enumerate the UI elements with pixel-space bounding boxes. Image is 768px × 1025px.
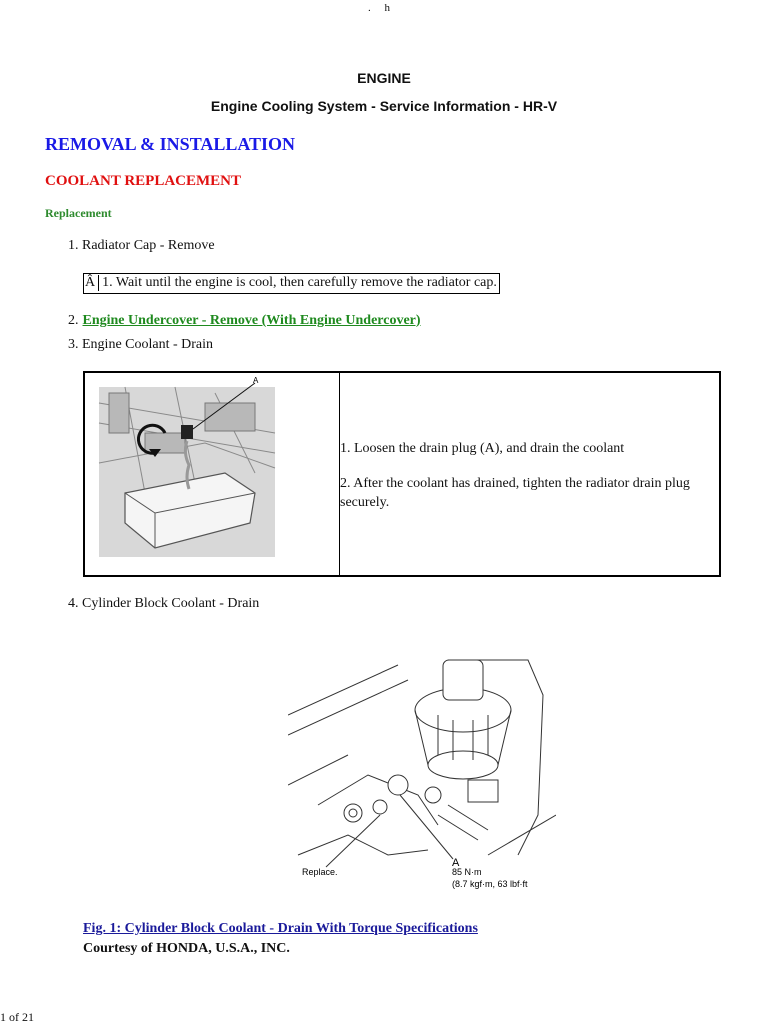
drain-image-cell <box>85 373 340 575</box>
figure-caption-link[interactable]: Fig. 1: Cylinder Block Coolant - Drain With Torque Specifications <box>83 921 478 936</box>
page-top-mark: . h <box>368 2 390 14</box>
cylinder-block-figure <box>288 655 556 895</box>
step-3: 3. Engine Coolant - Drain <box>68 337 214 352</box>
step-2-number: 2. <box>68 313 79 328</box>
note-text: 1. Wait until the engine is cool, then carefully remove the radiator cap. <box>102 275 497 290</box>
page-number: 1 of 21 <box>0 1010 34 1024</box>
engine-undercover-link[interactable]: Engine Undercover - Remove (With Engine Undercover) <box>82 313 421 328</box>
drain-instruction-2: 2. After the coolant has drained, tighten the radiator drain plug securely. <box>340 476 690 510</box>
callout-a: A <box>253 376 259 385</box>
step-2 <box>68 313 421 329</box>
drain-text-cell <box>340 373 719 575</box>
step-1: 1. Radiator Cap - Remove <box>68 238 215 253</box>
step-4: 4. Cylinder Block Coolant - Drain <box>68 596 260 611</box>
drain-plug-illustration <box>85 373 339 575</box>
replacement-heading: Replacement <box>45 206 112 220</box>
label-a: A <box>452 857 460 869</box>
removal-heading: REMOVAL & INSTALLATION <box>45 134 296 154</box>
page-subtitle: Engine Cooling System - Service Information - HR-V <box>210 98 558 114</box>
label-replace: Replace. <box>302 867 338 877</box>
drain-instructions-table <box>83 371 721 577</box>
section-title: ENGINE <box>357 70 411 86</box>
courtesy-line: Courtesy of HONDA, U.S.A., INC. <box>83 941 290 956</box>
torque-alt-units: (8.7 kgf·m, 63 lbf·ft <box>452 879 528 889</box>
drain-instruction-1: 1. Loosen the drain plug (A), and drain the coolant <box>340 441 625 456</box>
step-1-note <box>83 273 500 294</box>
coolant-heading: COOLANT REPLACEMENT <box>45 173 241 189</box>
torque-value: 85 N·m <box>452 867 482 877</box>
note-glyph: Â <box>85 275 99 291</box>
